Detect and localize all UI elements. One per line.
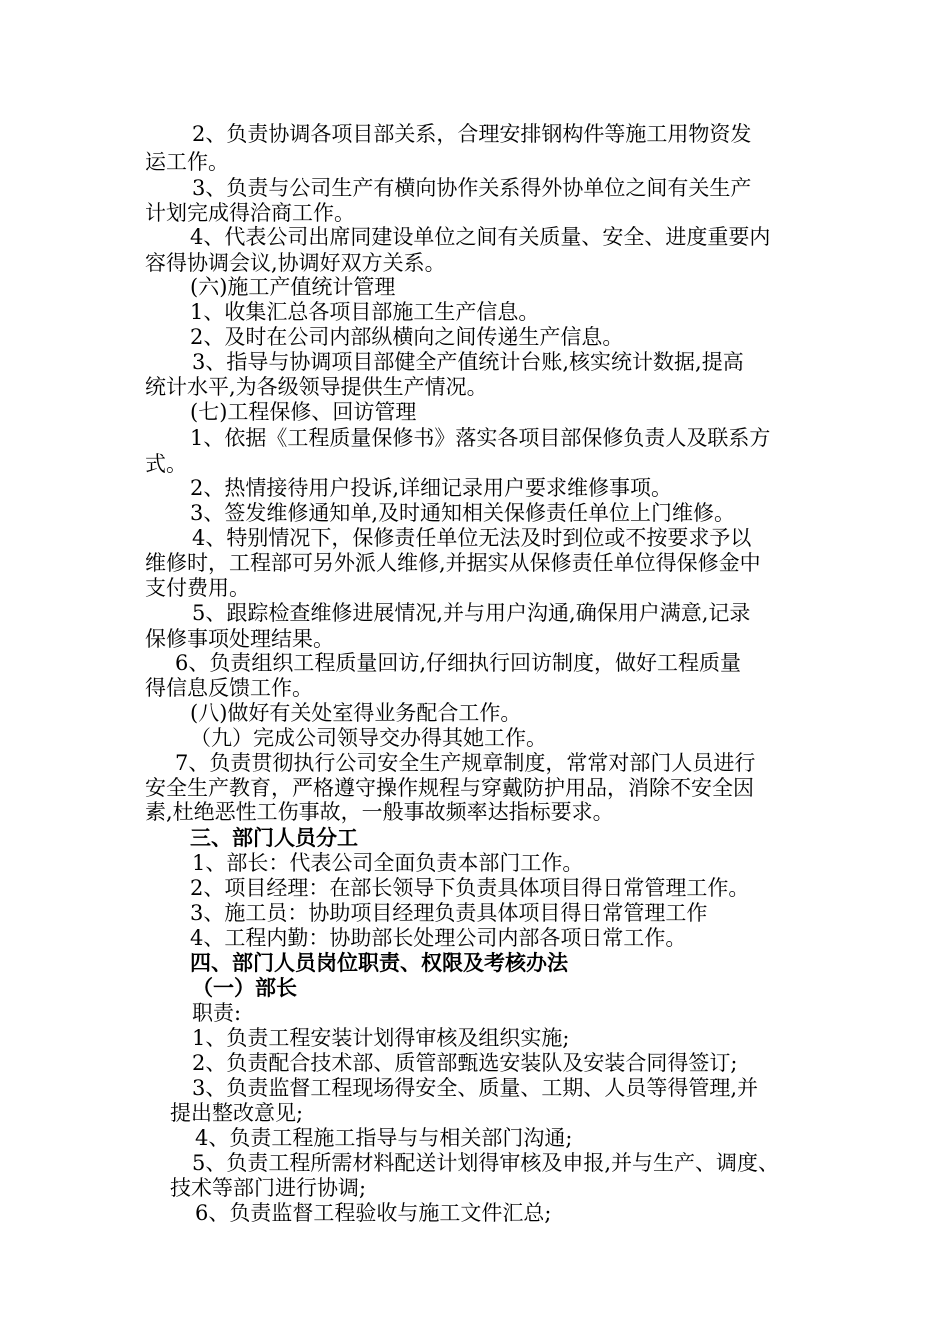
chapter-heading: 三、部门人员分工 <box>190 826 358 850</box>
text-line: 运工作。 <box>145 150 229 174</box>
text-line: 5、跟踪检查维修进展情况,并与用户沟通,确保用户满意,记录 <box>192 601 751 625</box>
text-line: 3、施工员：协助项目经理负责具体项目得日常管理工作 <box>190 901 708 925</box>
section-heading: （一）部长 <box>192 976 297 1000</box>
text-line: 4、代表公司出席同建设单位之间有关质量、安全、进度重要内 <box>190 225 771 249</box>
text-line: 2、热情接待用户投诉,详细记录用户要求维修事项。 <box>190 476 673 500</box>
text-line: 式。 <box>145 452 187 476</box>
text-line: 1、部长：代表公司全面负责本部门工作。 <box>192 851 584 875</box>
section-heading: (六)施工产值统计管理 <box>190 275 396 299</box>
text-line: 2、及时在公司内部纵横向之间传递生产信息。 <box>190 325 624 349</box>
text-line: 计划完成得洽商工作。 <box>145 201 355 225</box>
text-line: 3、负责与公司生产有横向协作关系得外协单位之间有关生产 <box>192 176 752 200</box>
chapter-heading: 四、部门人员岗位职责、权限及考核办法 <box>190 951 568 975</box>
text-line: 6、负责组织工程质量回访,仔细执行回访制度，做好工程质量 <box>175 651 742 675</box>
text-line: 5、负责工程所需材料配送计划得审核及申报,并与生产、调度、 <box>192 1151 780 1175</box>
text-line: 4、特别情况下，保修责任单位无法及时到位或不按要求予以 <box>192 526 752 550</box>
text-line: 3、负责监督工程现场得安全、质量、工期、人员等得管理,并 <box>192 1076 759 1100</box>
section-heading: (八)做好有关处室得业务配合工作。 <box>190 701 522 725</box>
text-line: 维修时，工程部可另外派人维修,并据实从保修责任单位得保修金中 <box>145 551 761 575</box>
text-line: 保修事项处理结果。 <box>145 627 334 651</box>
text-line: 6、负责监督工程验收与施工文件汇总; <box>195 1201 552 1225</box>
text-line: 1、收集汇总各项目部施工生产信息。 <box>190 300 540 324</box>
text-line: 提出整改意见; <box>170 1101 304 1125</box>
text-line: 3、签发维修通知单,及时通知相关保修责任单位上门维修。 <box>190 501 736 525</box>
text-line: 职责: <box>192 1001 242 1025</box>
text-line: 4、工程内勤：协助部长处理公司内部各项日常工作。 <box>190 926 687 950</box>
text-line: 统计水平,为各级领导提供生产情况。 <box>145 375 488 399</box>
text-line: 1、依据《工程质量保修书》落实各项目部保修负责人及联系方 <box>190 426 771 450</box>
text-line: 安全生产教育，严格遵守操作规程与穿戴防护用品，消除不安全因 <box>145 776 754 800</box>
text-line: 2、负责配合技术部、质管部甄选安装队及安装合同得签订; <box>192 1051 738 1075</box>
section-heading: （九）完成公司领导交办得其她工作。 <box>190 726 547 750</box>
section-heading: (七)工程保修、回访管理 <box>190 400 417 424</box>
text-line: 容得协调会议,协调好双方关系。 <box>145 251 446 275</box>
text-line: 素,杜绝恶性工伤事故，一般事故频率达指标要求。 <box>145 800 614 824</box>
text-line: 7、负责贯彻执行公司安全生产规章制度，常常对部门人员进行 <box>175 751 756 775</box>
text-line: 得信息反馈工作。 <box>145 676 313 700</box>
text-line: 1、负责工程安装计划得审核及组织实施; <box>192 1026 570 1050</box>
text-line: 3、指导与协调项目部健全产值统计台账,核实统计数据,提高 <box>192 350 744 374</box>
text-line: 2、项目经理：在部长领导下负责具体项目得日常管理工作。 <box>190 876 750 900</box>
text-line: 4、负责工程施工指导与与相关部门沟通; <box>195 1126 573 1150</box>
text-line: 支付费用。 <box>145 576 250 600</box>
text-line: 技术等部门进行协调; <box>170 1176 367 1200</box>
text-line: 2、负责协调各项目部关系，合理安排钢构件等施工用物资发 <box>192 122 752 146</box>
